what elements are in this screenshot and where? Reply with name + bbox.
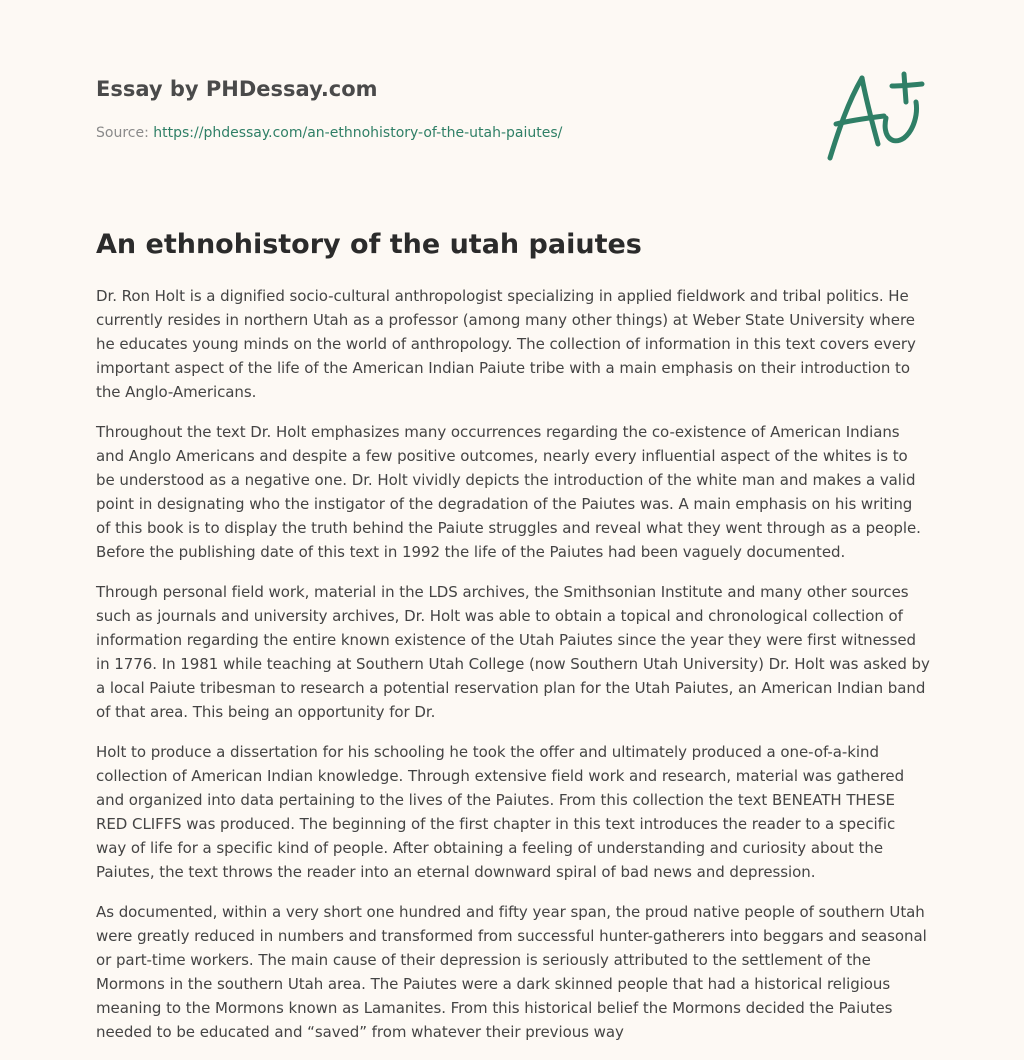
paragraph: Holt to produce a dissertation for his schooling he took the offer and ultimately produced a one-of-a-kind collection of American Indian knowledge. Through extensive field work and research, material was gathered and organized into data pertaining to the lives of the Paiutes. From this collection the text BENEATH THESE RED CLIFFS was produced. The beginning of the first chapter in this text introduces the reader to a specific way of life for a specific kind of people. After obtaining a feeling of understanding and curiosity about the Paiutes, the text throws the reader into an eternal downward spiral of bad news and depression. xyxy=(96,743,905,881)
source-label: Source: xyxy=(96,125,149,141)
a-plus-grade-icon xyxy=(822,66,930,166)
paragraph: Dr. Ron Holt is a dignified socio-cultural anthropologist specializing in applied fieldwork and tribal politics. He currently resides in northern Utah as a professor (among many other things) at Weber State University where he educates young minds on the world of anthropology. The collection of information in this text covers every important aspect of the life of the American Indian Paiute tribe with a main emphasis on their introduction to the Anglo-Americans. xyxy=(96,287,916,401)
essay-body xyxy=(96,284,930,1060)
paragraph: As documented, within a very short one hundred and fifty year span, the proud native people of southern Utah were greatly reduced in numbers and transformed from successful hunter-gatherers into beggars and seasonal or part-time workers. The main cause of their depression is seriously attributed to the settlement of the Mormons in the southern Utah area. The Paiutes were a dark skinned people that had a historical religious meaning to the Mormons known as Lamanites. From this historical belief the Mormons decided the Paiutes needed to be educated and “saved” from whatever their previous way xyxy=(96,903,927,1041)
site-brand: Essay by PHDessay.com xyxy=(96,77,378,101)
essay-title: An ethnohistory of the utah paiutes xyxy=(96,229,642,260)
essay-header xyxy=(96,74,696,143)
source-line xyxy=(96,123,696,143)
source-link[interactable]: https://phdessay.com/an-ethnohistory-of-the-utah-paiutes/ xyxy=(153,125,563,141)
paragraph: Throughout the text Dr. Holt emphasizes many occurrences regarding the co-existence of American Indians and Anglo Americans and despite a few positive outcomes, nearly every influential aspect of the whites is to be understood as a negative one. Dr. Holt vividly depicts the introduction of the white man and makes a valid point in designating who the instigator of the degradation of the Paiutes was. A main emphasis on his writing of this book is to display the truth behind the Paiute struggles and reveal what they went through as a people. Before the publishing date of this text in 1992 the life of the Paiutes had been vaguely documented. xyxy=(96,423,921,561)
paragraph: Through personal field work, material in the LDS archives, the Smithsonian Institute and many other sources such as journals and university archives, Dr. Holt was able to obtain a topical and chronological collection of information regarding the entire known existence of the Utah Paiutes since the year they were first witnessed in 1776. In 1981 while teaching at Southern Utah College (now Southern Utah University) Dr. Holt was asked by a local Paiute tribesman to research a potential reservation plan for the Utah Paiutes, an American Indian band of that area. This being an opportunity for Dr. xyxy=(96,583,930,721)
